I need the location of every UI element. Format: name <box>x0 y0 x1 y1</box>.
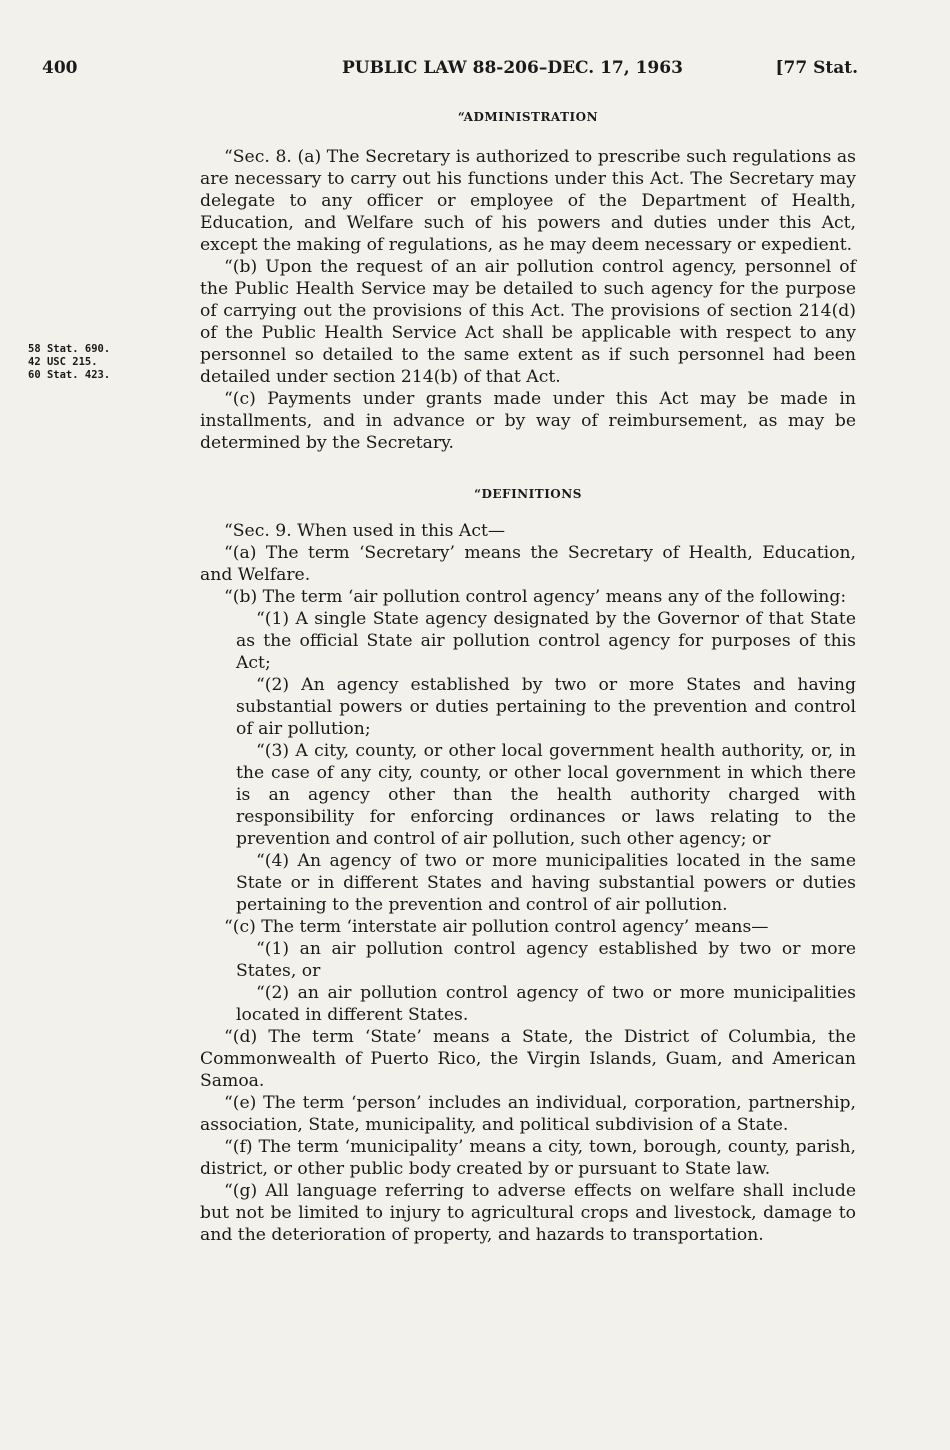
definition-b: “(b) The term ‘air pollution control agency’ means any of the following: <box>224 587 847 607</box>
page-title: PUBLIC LAW 88-206–DEC. 17, 1963 <box>342 58 683 78</box>
definition-c-2: “(2) an air pollution control agency of two or more municipalities located in different States. <box>236 983 856 1025</box>
section-8-paragraph-c: “(c) Payments under grants made under this Act may be made in installments, and in advance or by way of reimbursement, as may be determined by the Secretary. <box>200 389 856 453</box>
section-9-intro: “Sec. 9. When used in this Act— <box>224 521 506 541</box>
margin-note: 42 USC 215. <box>28 356 98 368</box>
section-9-body <box>200 520 856 1246</box>
definition-a: “(a) The term ‘Secretary’ means the Secretary of Health, Education, and Welfare. <box>200 543 856 585</box>
section-heading-administration: “ADMINISTRATION <box>457 110 599 124</box>
definition-c: “(c) The term ‘interstate air pollution control agency’ means— <box>224 917 769 937</box>
definition-b-2: “(2) An agency established by two or more States and having substantial powers or duties pertaining to the prevention and control of air pollution; <box>236 675 856 739</box>
definition-c-1: “(1) an air pollution control agency established by two or more States, or <box>236 939 856 981</box>
definition-b-1: “(1) A single State agency designated by the Governor of that State as the official State air pollution control agency for purposes of this Act; <box>236 609 856 673</box>
section-8-body <box>200 146 856 454</box>
section-8-paragraph-a: “Sec. 8. (a) The Secretary is authorized to prescribe such regulations as are necessary to carry out his functions under this Act. The Secretary may delegate to any officer or employee of the Department of Health, Education, and Welfare such of his powers and duties under this Act, except the making of regulations, as he may deem necessary or expedient. <box>200 147 856 255</box>
section-8-paragraph-b: “(b) Upon the request of an air pollution control agency, personnel of the Public Health Service may be detailed to such agency for the purpose of carrying out the provisions of this Act. The provisions of section 214(d) of the Public Health Service Act shall be applicable with respect to any personnel so detailed to the same extent as if such personnel had been detailed under section 214(b) of that Act. <box>200 257 856 387</box>
margin-note: 60 Stat. 423. <box>28 369 111 381</box>
page-number: 400 <box>42 58 78 78</box>
margin-note: 58 Stat. 690. <box>28 343 111 355</box>
definition-d: “(d) The term ‘State’ means a State, the District of Columbia, the Commonwealth of Puerto Rico, the Virgin Islands, Guam, and American Samoa. <box>200 1027 856 1091</box>
definition-b-4: “(4) An agency of two or more municipalities located in the same State or in different States and having substantial powers or duties pertaining to the prevention and control of air pollution. <box>236 851 856 915</box>
section-heading-definitions: “DEFINITIONS <box>474 487 582 501</box>
page-header <box>42 58 858 82</box>
definition-e: “(e) The term ‘person’ includes an individual, corporation, partnership, association, State, municipality, and political subdivision of a State. <box>200 1093 856 1135</box>
definition-b-3: “(3) A city, county, or other local government health authority, or, in the case of any city, county, or other local government in which there is an agency other than the health authority charged with responsibility for enforcing ordinances or laws relating to the prevention and control of air pollution, such other agency; or <box>236 741 856 849</box>
definition-f: “(f) The term ‘municipality’ means a city, town, borough, county, parish, district, or other public body created by or pursuant to State law. <box>200 1137 856 1179</box>
definition-g: “(g) All language referring to adverse effects on welfare shall include but not be limited to injury to agricultural crops and livestock, damage to and the deterioration of property, and hazards to transportation. <box>200 1181 856 1245</box>
stat-reference: [77 Stat. <box>775 58 858 78</box>
margin-citations <box>28 343 110 382</box>
